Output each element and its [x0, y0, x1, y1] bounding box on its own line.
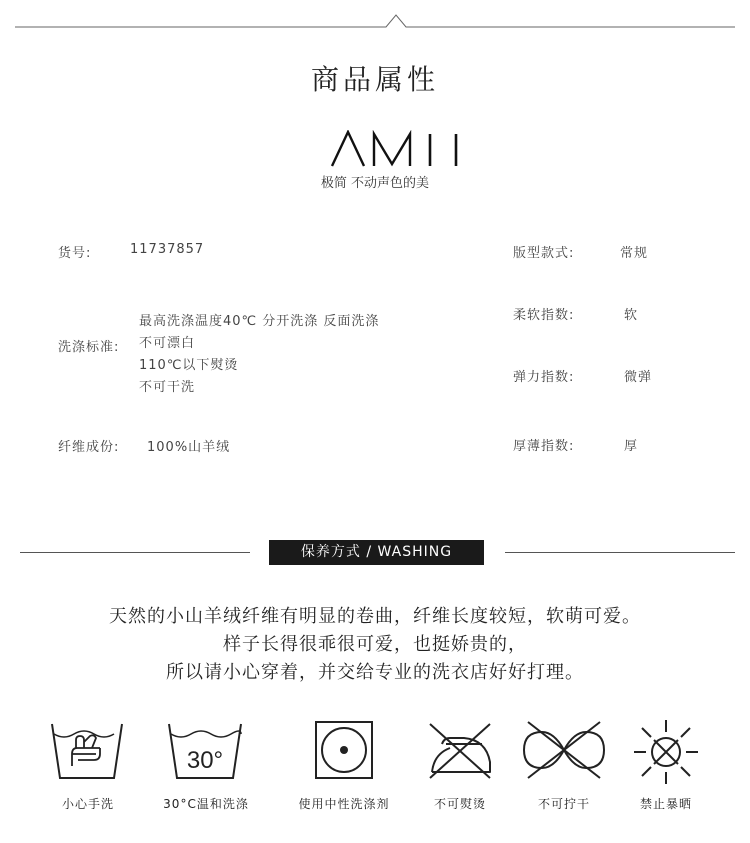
fiber-label: 纤维成份:	[58, 440, 120, 455]
washing-label: 洗涤标准:	[58, 340, 120, 355]
washing-line-1: 最高洗涤温度40℃ 分开洗涤 反面洗涤	[139, 314, 380, 329]
no-wring-icon	[518, 718, 610, 782]
no-iron-icon	[424, 718, 496, 782]
thickness-value: 厚	[624, 439, 639, 454]
brand-logo	[330, 130, 470, 170]
wash-30-icon	[167, 718, 245, 782]
washing-rule-left	[20, 552, 250, 553]
item-no-label: 货号:	[58, 246, 92, 261]
washing-desc-line-2: 样子长得很乖很可爱，也挺娇贵的，	[223, 634, 527, 655]
fit-label: 版型款式:	[513, 246, 575, 261]
washing-desc-line-3: 所以请小心穿着，并交给专业的洗衣店好好打理。	[166, 662, 584, 683]
washing-line-2: 不可漂白	[139, 336, 196, 351]
washing-section-tag: 保养方式 / WASHING	[269, 540, 484, 565]
neutral-detergent-icon	[312, 718, 376, 782]
elasticity-value: 微弹	[624, 370, 653, 385]
no-iron-label: 不可熨烫	[433, 797, 486, 811]
no-wring-label: 不可拧干	[537, 797, 590, 811]
fit-value: 常规	[620, 246, 649, 261]
hand-wash-icon	[50, 718, 126, 782]
item-no-value: 11737857	[130, 242, 205, 257]
washing-desc-line-1: 天然的小山羊绒纤维有明显的卷曲，纤维长度较短，软萌可爱。	[109, 606, 641, 627]
neutral-detergent-label: 使用中性洗涤剂	[298, 797, 390, 811]
fiber-value: 100%山羊绒	[147, 440, 231, 455]
page-title: 商品属性	[310, 63, 439, 96]
hand-wash-label: 小心手洗	[61, 797, 114, 811]
thickness-label: 厚薄指数:	[513, 439, 575, 454]
wash-30-label: 30°C温和洗涤	[163, 797, 249, 811]
brand-tagline: 极简 不动声色的美	[320, 176, 430, 191]
top-divider	[15, 9, 735, 33]
no-sun-label: 禁止暴晒	[639, 797, 692, 811]
washing-line-4: 不可干洗	[139, 380, 196, 395]
softness-label: 柔软指数:	[513, 308, 575, 323]
wash-30-symbol: 30°	[186, 747, 224, 774]
washing-rule-right	[505, 552, 735, 553]
no-sun-icon	[632, 718, 700, 786]
softness-value: 软	[624, 308, 639, 323]
elasticity-label: 弹力指数:	[513, 370, 575, 385]
washing-line-3: 110℃以下熨烫	[139, 358, 239, 373]
